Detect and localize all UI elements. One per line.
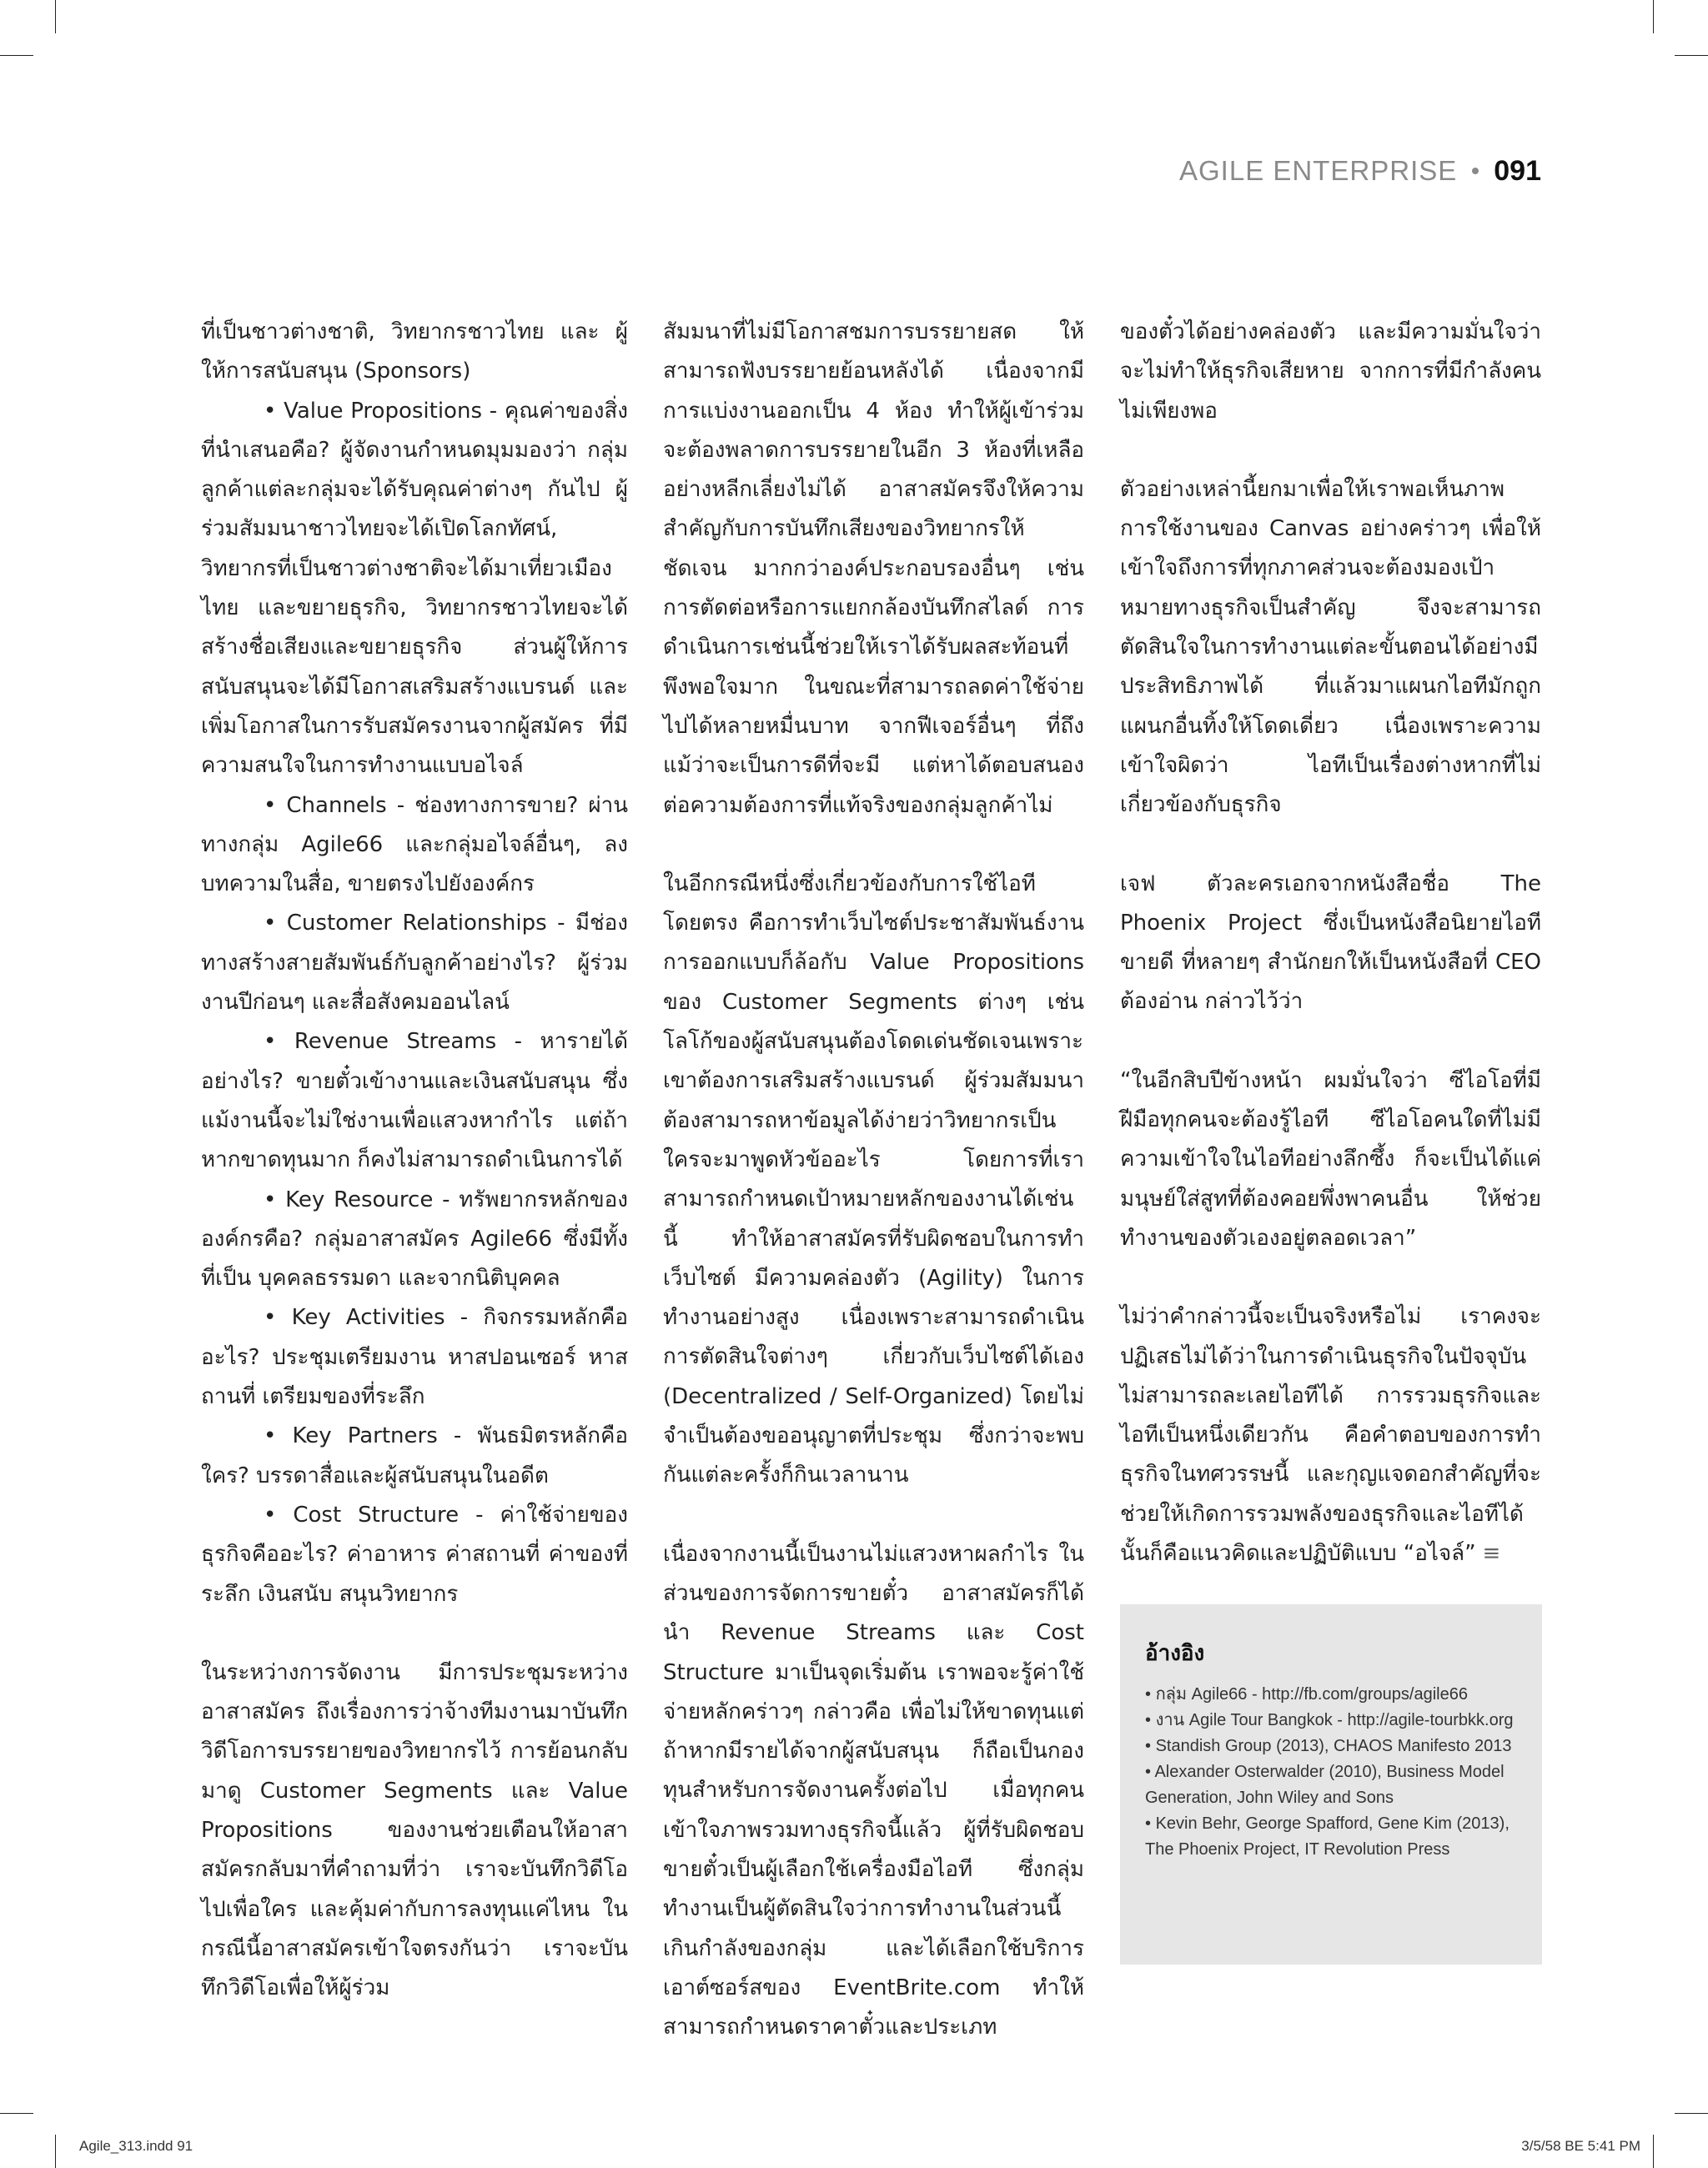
reference-item: • งาน Agile Tour Bangkok - http://agile-tourbkk.org	[1145, 1708, 1520, 1734]
paragraph-gap	[1120, 431, 1541, 470]
bullet-revenue-streams: • Revenue Streams - หารายได้อย่างไร? ขายตั๋วเข้างานและเงินสนับสนุน ซึ่งแม้งานนี้จะไม่ใช่งานเพื่อแสวงหากำไร แต่ถ้าหากขาดทุนมาก ก็คงไม่สามารถดำเนินการได้	[201, 1029, 628, 1173]
paragraph: สัมมนาที่ไม่มีโอกาสชมการบรรยายสด ให้สามารถฟังบรรยายย้อนหลังได้ เนื่องจากมีการแบ่งงานออกเป็น 4 ห้อง ทำให้ผู้เข้าร่วมจะต้องพลาดการบรรยายในอีก 3 ห้องที่เหลือ อย่างหลีกเลี่ยงไม่ได้ อาสาสมัครจึงให้ความสำคัญกับการบันทึกเสียงของวิทยากรให้ชัดเจน มากกว่าองค์ประกอบรองอื่นๆ เช่น การตัดต่อหรือการแยกกล้องบันทึกสไลด์ การดำเนินการเช่นนี้ช่วยให้เราได้รับผลสะท้อนที่พึงพอใจมาก ในขณะที่สามารถลดค่าใช้จ่ายไปได้หลายหมื่นบาท จากฟีเจอร์อื่นๆ ที่ถึงแม้ว่าจะเป็นการดีที่จะมี แต่หาได้ตอบสนองต่อความต้องการที่แท้จริงของกลุ่มลูกค้าไม่	[663, 319, 1084, 818]
reference-item: • Standish Group (2013), CHAOS Manifesto 2013	[1145, 1734, 1520, 1759]
print-timestamp: 3/5/58 BE 5:41 PM	[1521, 2138, 1640, 2154]
crop-mark	[55, 2135, 56, 2168]
running-head	[1179, 153, 1541, 189]
page-number: 091	[1494, 154, 1541, 187]
paragraph-gap	[1120, 1258, 1541, 1297]
text-column-1	[201, 313, 628, 2008]
references-box	[1120, 1604, 1542, 1965]
crop-mark	[0, 55, 33, 56]
bullet-key-partners: • Key Partners - พันธมิตรหลักคือใคร? บรรดาสื่อและผู้สนับสนุนในอดีต	[201, 1423, 628, 1488]
closing-text: ไม่ว่าคำกล่าวนี้จะเป็นจริงหรือไม่ เราคงจะปฏิเสธไม่ได้ว่าในการดำเนินธุรกิจในปัจจุบันไม่สามารถละเลยไอทีได้ การรวมธุรกิจและไอทีเป็นหนึ่งเดียวกัน คือคำตอบของการทำธุรกิจในทศวรรษนี้ และกุญแจดอกสำคัญที่จะช่วยให้เกิดการรวมพลังของธุรกิจและไอทีได้นั้นก็คือแนวคิดและปฏิบัติแบบ “อไจล์”	[1120, 1304, 1541, 1567]
reference-item: • Alexander Osterwalder (2010), Business Model Generation, John Wiley and Sons	[1145, 1759, 1520, 1811]
paragraph-gap	[201, 1614, 628, 1654]
paragraph-gap	[663, 826, 1084, 865]
crop-mark	[0, 2113, 33, 2114]
references-list	[1145, 1682, 1520, 1863]
bullet-key-resource: • Key Resource - ทรัพยากรหลักขององค์กรคือ? กลุ่มอาสาสมัคร Agile66 ซึ่งมีทั้งที่เป็น บุคคลธรรมดา และจากนิติบุคคล	[201, 1187, 628, 1292]
section-title: AGILE ENTERPRISE	[1179, 155, 1458, 186]
crop-mark	[1653, 0, 1654, 33]
paragraph: ของตั๋วได้อย่างคล่องตัว และมีความมั่นใจว่าจะไม่ทำให้ธุรกิจเสียหาย จากการที่มีกำลังคนไม่เพียงพอ	[1120, 319, 1541, 424]
bullet-key-activities: • Key Activities - กิจกรรมหลักคืออะไร? ประชุมเตรียมงาน หาสปอนเซอร์ หาสถานที่ เตรียมของที่ระลึก	[201, 1305, 628, 1410]
bullet-channels: • Channels - ช่องทางการขาย? ผ่านทางกลุ่ม Agile66 และกลุ่มอไจล์อื่นๆ, ลงบทความในสื่อ, ขายตรงไปยังองค์กร	[201, 792, 628, 897]
crop-mark	[1653, 2135, 1654, 2168]
paragraph-gap	[1120, 1022, 1541, 1061]
paragraph: ตัวอย่างเหล่านี้ยกมาเพื่อให้เราพอเห็นภาพการใช้งานของ Canvas อย่างคร่าวๆ เพื่อให้เข้าใจถึงการที่ทุกภาคส่วนจะต้องมองเป้าหมายทางธุรกิจเป็นสำคัญ จึงจะสามารถตัดสินใจในการทำงานแต่ละขั้นตอนได้อย่างมีประสิทธิภาพได้ ที่แล้วมาแผนกไอทีมักถูกแผนกอื่นทิ้งให้โดดเดี่ยว เนื่องเพราะความเข้าใจผิดว่า ไอทีเป็นเรื่องต่างหากที่ไม่เกี่ยวข้องกับธุรกิจ	[1120, 476, 1541, 818]
paragraph-gap	[1120, 826, 1541, 865]
paragraph: เนื่องจากงานนี้เป็นงานไม่แสวงหาผลกำไร ในส่วนของการจัดการขายตั๋ว อาสาสมัครก็ได้นำ Revenue Streams และ Cost Structure มาเป็นจุดเริ่มต้น เราพอจะรู้ค่าใช้จ่ายหลักคร่าวๆ กล่าวคือ เพื่อไม่ให้ขาดทุนแต่ถ้าหากมีรายได้จากผู้สนับสนุน ก็ถือเป็นกองทุนสำหรับการจัดงานครั้งต่อไป เมื่อทุกคนเข้าใจภาพรวมทางธุรกิจนี้แล้ว ผู้ที่รับผิดชอบขายตั๋วเป็นผู้เลือกใช้เครื่องมือไอที ซึ่งกลุ่มทำงานเป็นผู้ตัดสินใจว่าการทำงานในส่วนนี้เกินกำลังของกลุ่ม และได้เลือกใช้บริการเอาต์ซอร์สของ EventBrite.com ทำให้สามารถกำหนดราคาตั๋วและประเภท	[663, 1541, 1084, 2040]
separator-dot	[1472, 168, 1479, 174]
crop-mark	[1675, 2113, 1708, 2114]
end-mark-icon: ≡	[1482, 1541, 1501, 1567]
bullet-customer-relationships: • Customer Relationships - มีช่องทางสร้างสายสัมพันธ์กับลูกค้าอย่างไร? ผู้ร่วมงานปีก่อนๆ และสื่อสังคมออนไลน์	[201, 911, 628, 1016]
paragraph-gap	[663, 1496, 1084, 1535]
crop-mark	[55, 0, 56, 33]
closing-paragraph	[1120, 1297, 1541, 1573]
paragraph: ในอีกกรณีหนึ่งซึ่งเกี่ยวข้องกับการใช้ไอทีโดยตรง คือการทำเว็บไซต์ประชาสัมพันธ์งาน การออกแบบก็ล้อกับ Value Propositions ของ Customer Segments ต่างๆ เช่น โลโก้ของผู้สนับสนุนต้องโดดเด่นชัดเจนเพราะเขาต้องการเสริมสร้างแบรนด์ ผู้ร่วมสัมมนาต้องสามารถหาข้อมูลได้ง่ายว่าวิทยากรเป็นใครจะมาพูดหัวข้ออะไร โดยการที่เราสามารถกำหนดเป้าหมายหลักของงานได้เช่นนี้ ทำให้อาสาสมัครที่รับผิดชอบในการทำเว็บไซต์ มีความคล่องตัว (Agility) ในการทำงานอย่างสูง เนื่องเพราะสามารถดำเนินการตัดสินใจต่างๆ เกี่ยวกับเว็บไซต์ได้เอง (Decentralized / Self-Organized) โดยไม่จำเป็นต้องขออนุญาตที่ประชุม ซึ่งกว่าจะพบกันแต่ละครั้งก็กินเวลานาน	[663, 871, 1084, 1488]
file-slug: Agile_313.indd 91	[79, 2138, 193, 2154]
paragraph: ในระหว่างการจัดงาน มีการประชุมระหว่างอาสาสมัคร ถึงเรื่องการว่าจ้างทีมงานมาบันทึกวิดีโอการบรรยายของวิทยากรไว้ การย้อนกลับมาดู Customer Segments และ Value Propositions ของงานช่วยเตือนให้อาสาสมัครกลับมาที่คำถามที่ว่า เราจะบันทึกวิดีโอไปเพื่อใคร และคุ้มค่ากับการลงทุนแค่ไหน ในกรณีนี้อาสาสมัครเข้าใจตรงกันว่า เราจะบันทึกวิดีโอเพื่อให้ผู้ร่วม	[201, 1659, 628, 2001]
crop-mark	[1675, 55, 1708, 56]
text-column-3	[1120, 313, 1541, 1573]
bullet-cost-structure: • Cost Structure - ค่าใช้จ่ายของธุรกิจคืออะไร? ค่าอาหาร ค่าสถานที่ ค่าของที่ระลึก เงินสนับ สนุนวิทยากร	[201, 1502, 628, 1607]
paragraph: ที่เป็นชาวต่างชาติ, วิทยากรชาวไทย และ ผู้ให้การสนับสนุน (Sponsors)	[201, 319, 628, 384]
references-title: อ้างอิง	[1145, 1641, 1205, 1666]
text-column-2	[663, 313, 1084, 2047]
quote-paragraph: “ในอีกสิบปีข้างหน้า ผมมั่นใจว่า ซีไอโอที่มีฝีมือทุกคนจะต้องรู้ไอที ซีไอโอคนใดที่ไม่มีความเข้าใจในไอทีอย่างลึกซึ้ง ก็จะเป็นได้แค่มนุษย์ใส่สูทที่ต้องคอยพึ่งพาคนอื่น ให้ช่วยทำงานของตัวเองอยู่ตลอดเวลา”	[1120, 1067, 1541, 1251]
paragraph: เจฟ ตัวละครเอกจากหนังสือชื่อ The Phoenix Project ซึ่งเป็นหนังสือนิยายไอทีขายดี ที่หลายๆ สำนักยกให้เป็นหนังสือที่ CEO ต้องอ่าน กล่าวไว้ว่า	[1120, 871, 1541, 1015]
reference-item: • Kevin Behr, George Spafford, Gene Kim (2013), The Phoenix Project, IT Revolution Press	[1145, 1811, 1520, 1863]
bullet-value-propositions: • Value Propositions - คุณค่าของสิ่งที่นำเสนอคือ? ผู้จัดงานกำหนดมุมมองว่า กลุ่มลูกค้าแต่ละกลุ่มจะได้รับคุณค่าต่างๆ กันไป ผู้ร่วมสัมมนาชาวไทยจะได้เปิดโลกทัศน์, วิทยากรที่เป็นชาวต่างชาติจะได้มาเที่ยวเมืองไทย และขยายธุรกิจ, วิทยากรชาวไทยจะได้สร้างชื่อเสียงและขยายธุรกิจ ส่วนผู้ให้การสนับสนุนจะได้มีโอกาสเสริมสร้างแบรนด์ และเพิ่มโอกาสในการรับสมัครงานจากผู้สมัคร ที่มีความสนใจในการทำงานแบบอไจล์	[201, 398, 628, 779]
reference-item: • กลุ่ม Agile66 - http://fb.com/groups/agile66	[1145, 1682, 1520, 1708]
